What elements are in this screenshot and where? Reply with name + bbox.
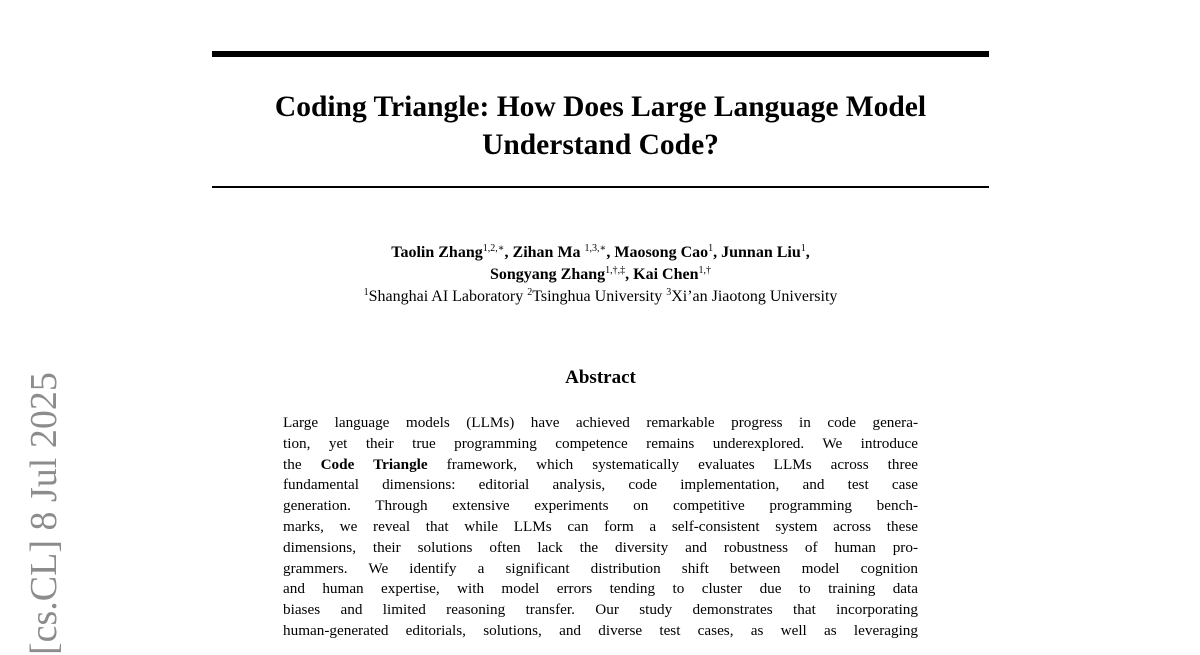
paper-title — [212, 88, 989, 164]
author-block — [212, 242, 989, 308]
author-separator: , — [606, 244, 615, 261]
affiliation-name: Shanghai AI Laboratory — [368, 288, 528, 305]
affiliation-line — [212, 286, 989, 308]
author-affiliation-mark: 1,† — [698, 265, 711, 276]
author-name: Songyang Zhang — [489, 266, 606, 283]
author-name: Maosong Cao — [614, 244, 709, 261]
author-separator: , — [625, 266, 634, 283]
abstract-line: fundamental dimensions: editorial analysis, code implementation, and test case — [283, 476, 918, 494]
author-separator: , — [805, 244, 810, 261]
abstract-heading: Abstract — [565, 367, 636, 388]
abstract-line: generation. Through extensive experiments on competitive programming bench- — [283, 497, 918, 515]
affiliation-mark: 1 — [363, 287, 369, 298]
abstract-line: and human expertise, with model errors tending to cluster due to training data — [283, 580, 918, 598]
author-affiliation-mark: 1,2,∗ — [482, 243, 505, 254]
author-affiliation-mark: 1 — [800, 243, 806, 254]
abstract-body — [283, 413, 918, 642]
author-name: Taolin Zhang — [391, 244, 483, 261]
abstract-emphasis: Code Triangle — [320, 455, 428, 473]
author-name: Junnan Liu — [721, 244, 801, 261]
abstract-line: grammers. We identify a significant distribution shift between model cognition — [283, 559, 918, 577]
author-affiliation-mark: 1,3,∗ — [584, 243, 607, 254]
arxiv-sidebar-stamp: [cs.CL] 8 Jul 2025 — [23, 372, 65, 655]
paper-title-line-2: Understand Code? — [482, 129, 719, 161]
top-title-rule — [212, 51, 989, 57]
abstract-text: the — [283, 455, 321, 473]
abstract-line: tion, yet their true programming competence remains underexplored. We introduce — [283, 434, 918, 452]
affiliation-mark: 3 — [666, 287, 672, 298]
abstract-text: framework, which systematically evaluates LLMs across three — [427, 455, 918, 473]
abstract-line: marks, we reveal that while LLMs can form a self-consistent system across these — [283, 517, 918, 535]
affiliation-mark: 2 — [527, 287, 533, 298]
abstract-line: biases and limited reasoning transfer. Our study demonstrates that incorporating — [283, 601, 918, 619]
paper-title-line-1: Coding Triangle: How Does Large Language Model — [274, 91, 927, 123]
abstract-line — [283, 455, 918, 476]
author-name: Kai Chen — [633, 266, 699, 283]
author-separator: , — [713, 244, 722, 261]
affiliation-name: Tsinghua University — [532, 288, 667, 305]
author-affiliation-mark: 1 — [708, 243, 714, 254]
author-name: Zihan Ma — [512, 244, 585, 261]
author-affiliation-mark: 1,†,‡ — [605, 265, 626, 276]
bottom-title-rule — [212, 186, 989, 188]
author-separator: , — [504, 244, 513, 261]
affiliation-name: Xi’an Jiaotong University — [671, 288, 838, 305]
abstract-line: human-generated editorials, solutions, and diverse test cases, as well as leveraging — [283, 621, 918, 639]
author-line-2 — [212, 264, 989, 286]
author-line-1 — [212, 242, 989, 264]
abstract-line: Large language models (LLMs) have achieved remarkable progress in code genera- — [283, 414, 918, 431]
abstract-line: dimensions, their solutions often lack the diversity and robustness of human pro- — [283, 538, 918, 556]
